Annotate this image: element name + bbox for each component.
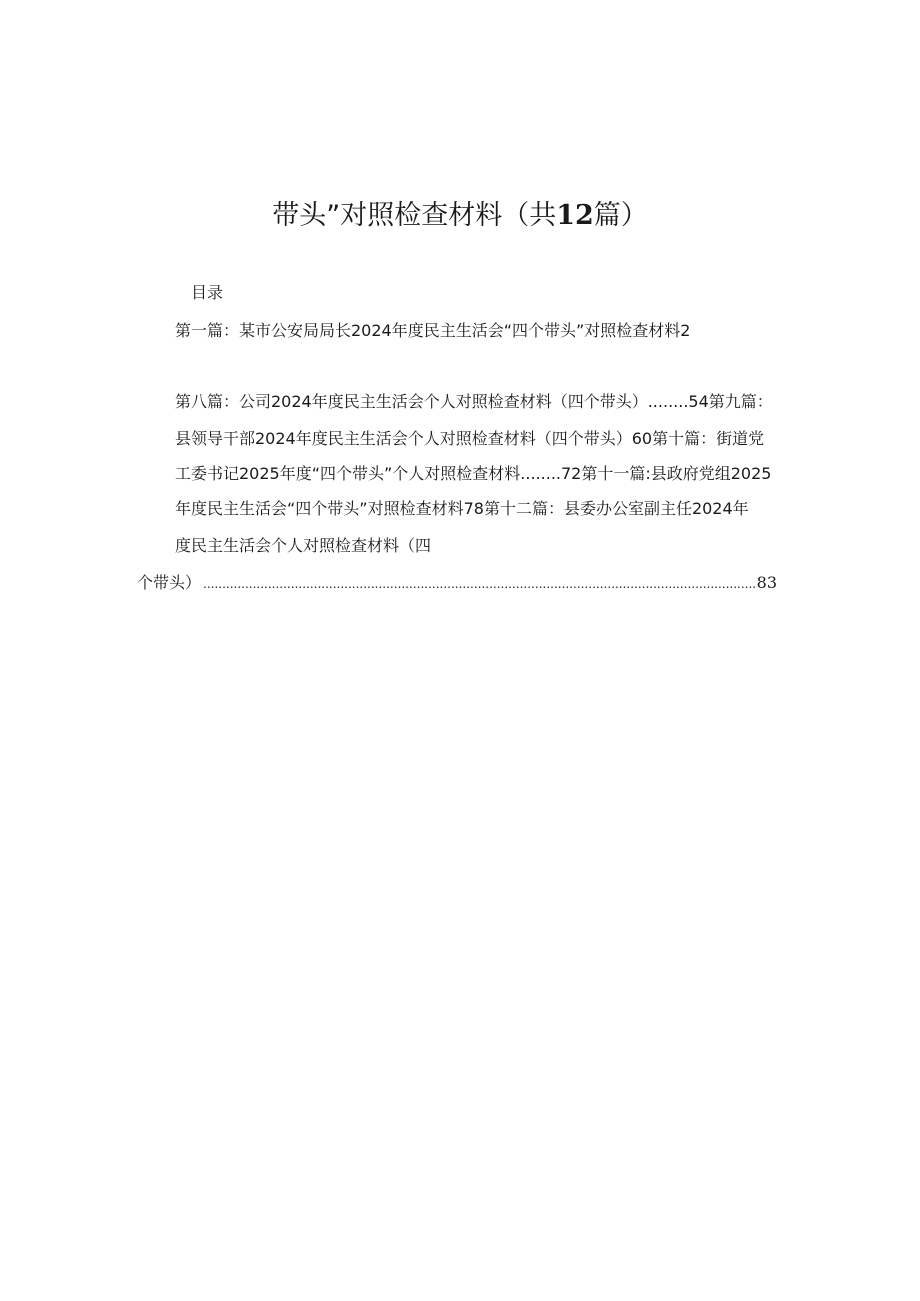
toc-page-number: 83	[756, 573, 777, 592]
toc-heading: 目录	[191, 283, 224, 302]
document-title	[0, 196, 920, 236]
toc-entry-line-3[interactable]: 县领导干部2024年度民主生活会个人对照检查材料（四个带头）60第十篇：街道党	[175, 429, 765, 448]
title-text-after: 篇）	[593, 200, 648, 231]
title-text-before: 带头”对照检查材料（共	[272, 200, 557, 231]
toc-entry-line-2[interactable]: 第八篇：公司2024年度民主生活会个人对照检查材料（四个带头）........54第九篇：	[175, 392, 773, 411]
toc-last-line-text: 个带头）	[137, 573, 202, 592]
toc-dot-leader	[203, 573, 755, 595]
title-count: 12	[556, 200, 594, 231]
toc-entry-line-7[interactable]	[137, 572, 777, 595]
toc-entry-line-6[interactable]: 度民主生活会个人对照检查材料（四	[175, 536, 432, 555]
toc-entry-line-5[interactable]: 年度民主生活会“四个带头”对照检查材料78第十二篇：县委办公室副主任2024年	[175, 499, 749, 518]
toc-entry-line-4[interactable]: 工委书记2025年度“四个带头”个人对照检查材料........72第十一篇:县政府党组2025	[175, 464, 772, 483]
toc-entry-line-1[interactable]: 第一篇：某市公安局局长2024年度民主生活会“四个带头”对照检查材料2	[175, 321, 691, 340]
